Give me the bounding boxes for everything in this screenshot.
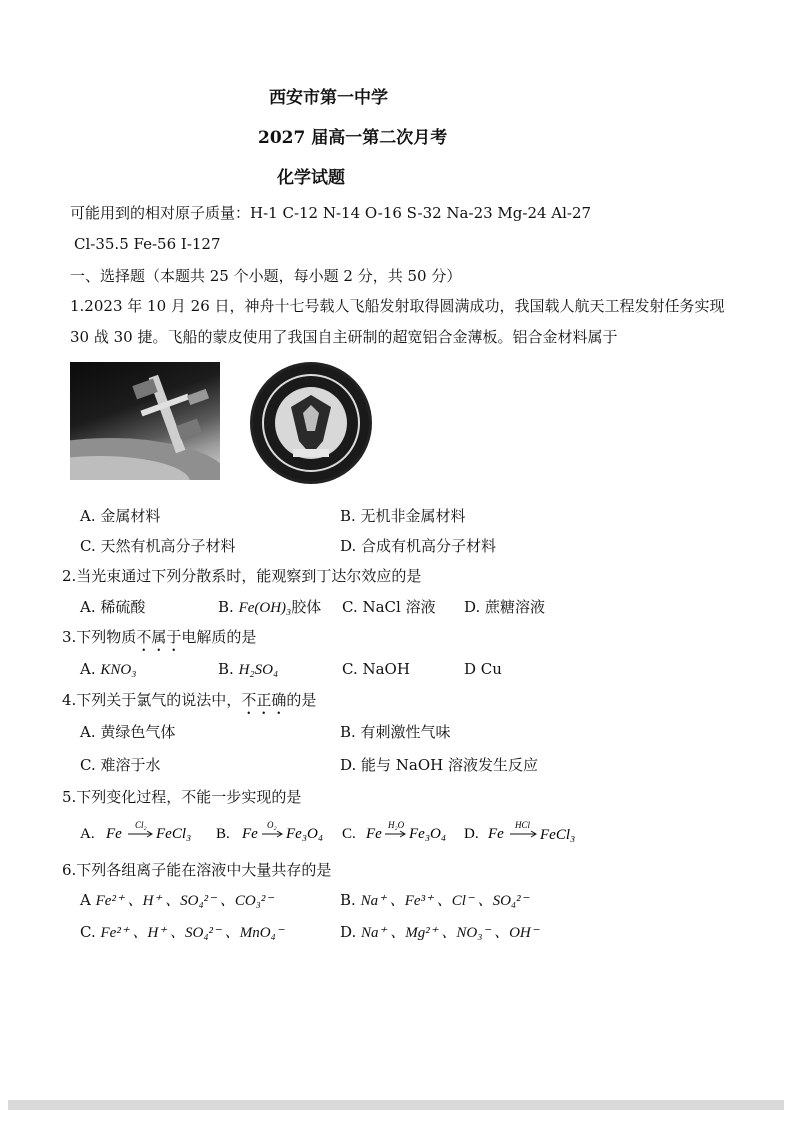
- q3-option-a: [80, 659, 136, 680]
- q6-option-b-label: B.: [340, 891, 356, 909]
- q5-option-a-product: FeCl₃: [156, 826, 192, 842]
- q6-option-c-label: C.: [80, 923, 96, 941]
- q5-option-b-label: B.: [216, 826, 230, 842]
- q5-option-b-reagent: O₂: [267, 820, 277, 830]
- q6-option-b-ions: Na⁺ 、Fe³⁺ 、Cl⁻ 、SO₄²⁻: [360, 893, 529, 909]
- q3-stem: [62, 627, 256, 655]
- q3-stem-emphasis: 不属于: [136, 628, 182, 646]
- atomic-masses-line2: Cl-35.5 Fe-56 I-127: [74, 235, 221, 253]
- q2-option-a: A. 稀硫酸: [80, 598, 146, 616]
- q6-option-d-ions: Na⁺ 、Mg²⁺ 、NO₃⁻ 、OH⁻: [361, 925, 539, 941]
- atomic-masses-line1: 可能用到的相对原子质量：H-1 C-12 N-14 O-16 S-32 Na-23 Mg-24 Al-27: [70, 204, 592, 222]
- q6-option-b: [340, 890, 529, 911]
- mission-emblem: [250, 362, 372, 484]
- q1-stem-line1: 1.2023 年 10 月 26 日，神舟十七号载人飞船发射取得圆满成功，我国载人航天工程发射任务实现: [70, 297, 725, 315]
- space-station-photo: [70, 362, 220, 480]
- q5-option-d: [464, 820, 575, 843]
- q6-option-c-ions: Fe²⁺ 、H⁺ 、SO₄²⁻ 、MnO₄⁻: [100, 925, 284, 941]
- school-name: 西安市第一中学: [269, 88, 388, 108]
- q1-stem-line2: 30 战 30 捷。飞船的蒙皮使用了我国自主研制的超宽铝合金薄板。铝合金材料属于: [70, 328, 618, 346]
- q4-stem-pre: 4.下列关于氯气的说法中，: [62, 691, 242, 709]
- q3-option-a-formula: KNO₃: [100, 662, 137, 678]
- q4-option-d: D. 能与 NaOH 溶液发生反应: [340, 756, 539, 774]
- q5-stem: 5.下列变化过程，不能一步实现的是: [62, 788, 302, 806]
- q4-stem: [62, 690, 316, 718]
- q4-stem-emphasis: 不正确: [241, 691, 287, 709]
- q5-option-c-product: Fe₃O₄: [409, 826, 447, 842]
- q1-option-c: C. 天然有机高分子材料: [80, 537, 236, 555]
- q6-option-a: [80, 890, 273, 911]
- q1-option-d: D. 合成有机高分子材料: [340, 537, 497, 555]
- q5-option-c-reagent: H₂O: [388, 820, 405, 830]
- q6-option-d-label: D.: [340, 923, 357, 941]
- q4-option-c: C. 难溶于水: [80, 756, 161, 774]
- q2-option-c: C. NaCl 溶液: [342, 598, 436, 616]
- q5-option-a-label: A.: [80, 826, 95, 842]
- q5-option-a-reactant: Fe: [106, 826, 122, 842]
- subject-title: 化学试题: [277, 168, 345, 188]
- q2-option-b-label: B.: [218, 598, 234, 616]
- q5-option-b-reactant: Fe: [242, 826, 258, 842]
- q6-option-d: [340, 922, 539, 943]
- q3-option-d: D Cu: [464, 660, 502, 678]
- q3-option-c: C. NaOH: [342, 660, 410, 678]
- q3-option-b: [218, 659, 278, 680]
- q2-option-b: [218, 597, 321, 618]
- q1-option-b: B. 无机非金属材料: [340, 507, 466, 525]
- q5-option-a-reagent: Cl₂: [135, 820, 147, 830]
- q5-option-d-label: D.: [464, 826, 479, 842]
- q6-option-c: [80, 922, 284, 943]
- q4-option-a: A. 黄绿色气体: [80, 723, 176, 741]
- q4-option-b: B. 有刺激性气味: [340, 723, 451, 741]
- q2-option-d: D. 蔗糖溶液: [464, 598, 546, 616]
- q3-option-a-label: A.: [80, 660, 96, 678]
- q6-option-a-label: A: [80, 891, 91, 909]
- q2-option-b-formula: Fe(OH)₃: [238, 600, 292, 616]
- section-title: 一、选择题（本题共 25 个小题，每小题 2 分，共 50 分）: [70, 267, 462, 285]
- q6-option-a-ions: Fe²⁺ 、H⁺ 、SO₄²⁻ 、CO₃²⁻: [95, 893, 274, 909]
- q5-option-b-product: Fe₃O₄: [286, 826, 324, 842]
- q5-option-a: [80, 820, 191, 842]
- q5-option-d-reactant: Fe: [488, 826, 504, 842]
- q5-option-b: [216, 820, 323, 842]
- q3-option-b-label: B.: [218, 660, 234, 678]
- q5-option-c: [342, 820, 446, 842]
- q3-stem-pre: 3.下列物质: [62, 628, 137, 646]
- q5-option-c-label: C.: [342, 826, 356, 842]
- scan-bottom-edge: [8, 1100, 784, 1110]
- q5-option-d-reagent: HCl: [515, 820, 531, 830]
- exam-title: 2027 届高一第二次月考: [258, 128, 448, 148]
- q3-stem-post: 电解质的是: [181, 628, 257, 646]
- q2-option-b-suffix: 胶体: [291, 598, 322, 616]
- q1-option-a: A. 金属材料: [80, 507, 161, 525]
- q2-stem: 2.当光束通过下列分散系时，能观察到丁达尔效应的是: [62, 567, 422, 585]
- q5-options: [0, 812, 794, 852]
- q5-option-c-reactant: Fe: [366, 826, 382, 842]
- q3-option-b-formula: H₂SO₄: [238, 662, 279, 678]
- q4-stem-post: 的是: [286, 691, 317, 709]
- q5-option-d-product: FeCl₃: [540, 827, 576, 843]
- q6-stem: 6.下列各组离子能在溶液中大量共存的是: [62, 861, 332, 879]
